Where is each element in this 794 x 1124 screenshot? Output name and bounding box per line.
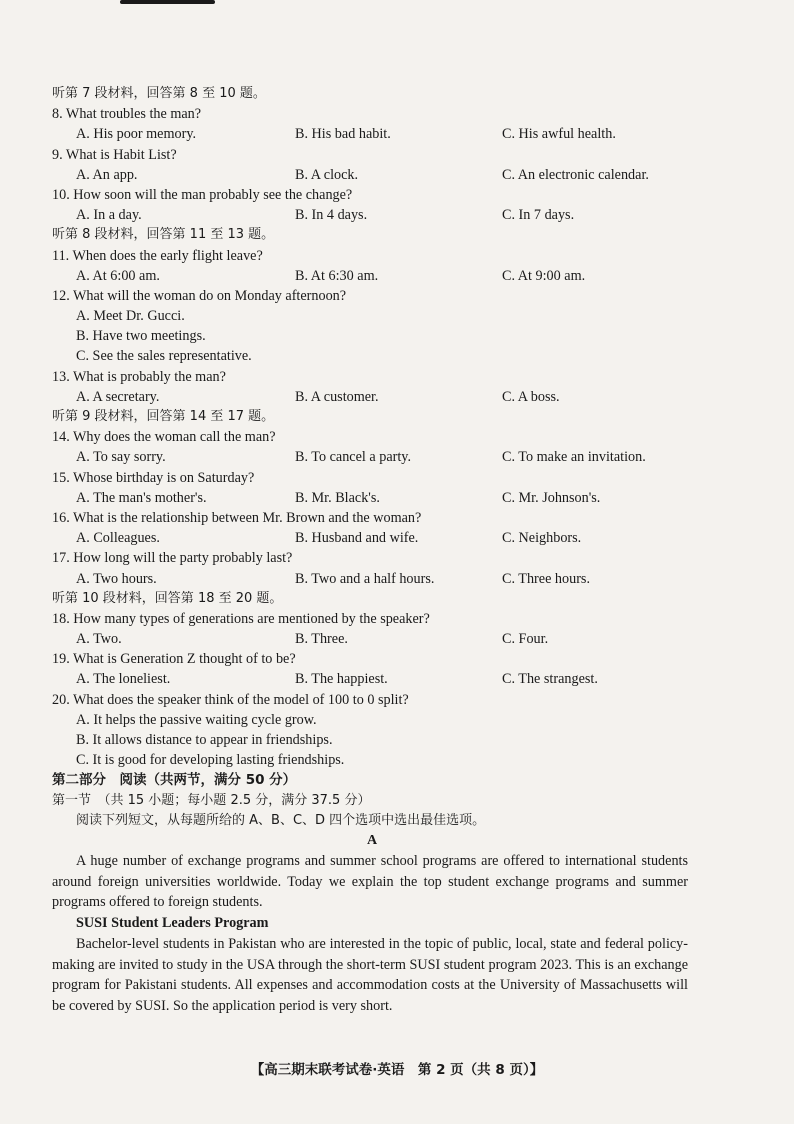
option-c: C. Four. — [502, 631, 549, 648]
option-line: B. Have two meetings. — [76, 328, 206, 345]
passage-body — [52, 934, 688, 1016]
option-c: C. At 9:00 am. — [502, 267, 586, 284]
question-list — [52, 84, 692, 851]
options-row — [52, 124, 692, 144]
scan-mark — [120, 0, 215, 4]
question-stem: 16. What is the relationship between Mr. Brown and the woman? — [52, 509, 422, 526]
option-line: B. It allows distance to appear in friendships. — [76, 732, 333, 748]
options-row — [52, 266, 692, 286]
option-line: A. Meet Dr. Gucci. — [76, 308, 185, 325]
option-a: A. In a day. — [76, 207, 142, 224]
option-a: A. At 6:00 am. — [76, 267, 160, 284]
section-instruction: 听第 9 段材料，回答第 14 至 17 题。 — [52, 409, 275, 424]
option-a: A. The loneliest. — [76, 671, 171, 688]
question-stem: 18. How many types of generations are mentioned by the speaker? — [52, 610, 430, 627]
part-heading: 第二部分 阅读（共两节，满分 50 分） — [52, 772, 297, 789]
option-c: C. A boss. — [502, 388, 560, 405]
options-row — [52, 488, 692, 508]
options-row — [52, 569, 692, 589]
passage-intro-text: A huge number of exchange programs and summer school programs are offered to international students around foreign universities worldwide. Today we explain the top student exchange programs and summer programs offered to foreign students. — [52, 853, 688, 911]
option-a: A. To say sorry. — [76, 449, 166, 466]
question-stem: 10. How soon will the man probably see the change? — [52, 186, 353, 203]
question-stem: 19. What is Generation Z thought of to be? — [52, 651, 296, 668]
question-stem: 12. What will the woman do on Monday afternoon? — [52, 287, 347, 304]
passage-body-text: Bachelor-level students in Pakistan who are interested in the topic of public, local, state and federal policy-making are invited to study in the USA through the short-term SUSI student program 2023. This is an exchange program for Pakistani students. All expenses and accommodation costs at the University of Massachusetts will be covered by SUSI. So the application period is very short. — [52, 935, 688, 1014]
options-row — [52, 205, 692, 225]
option-c: C. In 7 days. — [502, 207, 575, 224]
section-instruction: 听第 10 段材料，回答第 18 至 20 题。 — [52, 590, 283, 606]
options-row — [52, 528, 692, 548]
passage-label: A — [366, 832, 378, 848]
option-c: C. The strangest. — [502, 671, 598, 688]
option-b: B. In 4 days. — [295, 207, 368, 224]
option-a: A. A secretary. — [76, 388, 160, 405]
option-b: B. Mr. Black's. — [295, 489, 380, 506]
option-b: B. A customer. — [295, 388, 379, 405]
option-line: C. It is good for developing lasting friendships. — [76, 752, 345, 769]
option-line: C. See the sales representative. — [76, 348, 252, 365]
option-a: A. Two. — [76, 631, 122, 648]
option-line: A. It helps the passive waiting cycle grow. — [76, 711, 317, 728]
reading-instruction: 阅读下列短文，从每题所给的 A、B、C、D 四个选项中选出最佳选项。 — [76, 812, 486, 828]
passage-heading: SUSI Student Leaders Program — [76, 914, 269, 931]
question-stem: 13. What is probably the man? — [52, 368, 226, 385]
option-b: B. Three. — [295, 631, 348, 648]
option-b: B. At 6:30 am. — [295, 267, 379, 284]
question-stem: 20. What does the speaker think of the model of 100 to 0 split? — [52, 691, 409, 708]
option-a: A. His poor memory. — [76, 126, 197, 143]
option-b: B. Two and a half hours. — [295, 570, 435, 587]
question-stem: 8. What troubles the man? — [52, 106, 202, 123]
question-stem: 9. What is Habit List? — [52, 146, 177, 163]
section-instruction: 第一节 （共 15 小题；每小题 2.5 分，满分 37.5 分） — [52, 792, 371, 808]
question-stem: 11. When does the early flight leave? — [52, 247, 263, 264]
option-a: A. Colleagues. — [76, 530, 160, 547]
option-b: B. His bad habit. — [295, 126, 391, 143]
option-a: A. An app. — [76, 166, 138, 183]
options-row — [52, 387, 692, 407]
option-b: B. To cancel a party. — [295, 449, 412, 466]
option-a: A. Two hours. — [76, 570, 157, 587]
option-c: C. Neighbors. — [502, 530, 582, 547]
question-stem: 17. How long will the party probably last? — [52, 550, 293, 567]
options-row — [52, 165, 692, 185]
section-instruction: 听第 8 段材料，回答第 11 至 13 题。 — [52, 227, 275, 243]
passage-intro — [52, 851, 688, 913]
option-c: C. To make an invitation. — [502, 449, 646, 466]
option-c: C. An electronic calendar. — [502, 166, 649, 183]
option-b: B. Husband and wife. — [295, 530, 419, 547]
page-footer: 【高三期末联考试卷·英语 第 2 页（共 8 页）】 — [250, 1062, 544, 1078]
question-stem: 14. Why does the woman call the man? — [52, 429, 276, 446]
question-stem: 15. Whose birthday is on Saturday? — [52, 469, 255, 486]
section-instruction: 听第 7 段材料，回答第 8 至 10 题。 — [52, 86, 266, 101]
option-b: B. A clock. — [295, 166, 359, 183]
option-c: C. Three hours. — [502, 570, 590, 587]
options-row — [52, 629, 692, 649]
exam-page — [52, 84, 692, 1016]
option-c: C. Mr. Johnson's. — [502, 489, 601, 506]
options-row — [52, 447, 692, 467]
option-a: A. The man's mother's. — [76, 489, 207, 506]
option-c: C. His awful health. — [502, 126, 616, 143]
options-row — [52, 669, 692, 689]
option-b: B. The happiest. — [295, 671, 388, 688]
